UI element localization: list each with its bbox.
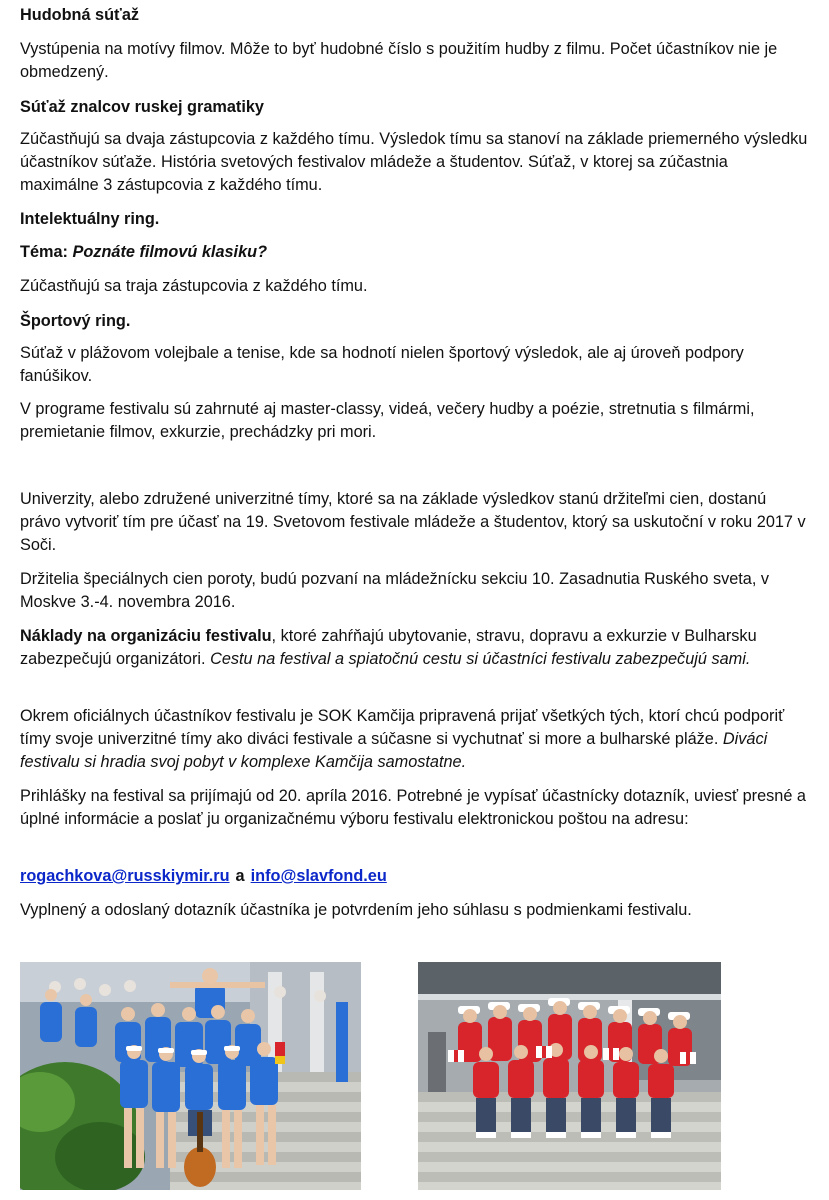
email-link-russkiymir[interactable]: rogachkova@russkiymir.ru	[20, 867, 230, 885]
email-separator: a	[235, 867, 245, 885]
costs-paragraph	[20, 625, 810, 671]
grammar-title: Súťaž znalcov ruskej gramatiky	[20, 98, 264, 116]
music-text: Vystúpenia na motívy filmov. Môže to byť hudobné číslo s použitím hudby z filmu. Počet účastníkov nie je obmedzený.	[20, 40, 778, 81]
consent-text: Vyplnený a odoslaný dotazník účastníka je potvrdením jeho súhlasu s podmienkami festivalu.	[20, 901, 692, 919]
applications-text: Prihlášky na festival sa prijímajú od 20. apríla 2016. Potrebné je vypísať účastnícky dotazník, uviesť presné a úplné informácie a poslať ju organizačnému výboru festivalu elektronickou poštou na adresu:	[20, 787, 806, 828]
emails-line	[20, 865, 810, 888]
spectators-italic: Diváci festivalu si hradia svoj pobyt v komplexe Kamčija samostatne.	[20, 730, 768, 771]
universities-text: Univerzity, alebo združené univerzitné tímy, ktoré sa na základe výsledkov stanú držiteľmi cien, dostanú právo vytvoriť tím pre účasť na 19. Svetovom festivale mládeže a študentov, ktorý sa uskutoční v roku 2017 v Soči.	[20, 490, 806, 554]
ring-title: Intelektuálny ring.	[20, 210, 160, 228]
photo-red-team	[418, 962, 721, 1190]
theme-value: Poznáte filmovú klasiku?	[72, 243, 268, 261]
ring-text: Zúčastňujú sa traja zástupcovia z každého tímu.	[20, 277, 368, 295]
email-link-slavfond[interactable]: info@slavfond.eu	[250, 867, 387, 885]
jury-text: Držitelia špeciálnych cien poroty, budú pozvaní na mládežnícku sekciu 10. Zasadnutia Ruského sveta, v Moskve 3.-4. novembra 2016.	[20, 570, 770, 611]
music-title: Hudobná súťaž	[20, 6, 140, 24]
costs-italic: Cestu na festival a spiatočnú cestu si účastníci festivalu zabezpečujú sami.	[210, 650, 751, 668]
sport-text: Súťaž v plážovom volejbale a tenise, kde sa hodnotí nielen športový výsledok, ale aj úroveň podpory fanúšikov.	[20, 344, 744, 385]
costs-bold: Náklady na organizáciu festivalu	[20, 627, 272, 645]
theme-label: Téma:	[20, 243, 68, 261]
sport-title: Športový ring.	[20, 312, 131, 330]
costs-text: , ktoré zahŕňajú ubytovanie, stravu, dopravu a exkurzie v Bulharsku zabezpečujú organizátori.	[20, 627, 757, 668]
spectators-paragraph	[20, 705, 810, 774]
photo-red-team-image	[418, 962, 721, 1190]
photo-blue-team-image	[20, 962, 361, 1190]
photo-blue-team	[20, 962, 361, 1190]
grammar-text: Zúčastňujú sa dvaja zástupcovia z každého tímu. Výsledok tímu sa stanoví na základe priemerného výsledku účastníkov súťaže. História svetových festivalov mládeže a študentov. Súťaž, v ktorej sa zúčastnia maximálne 3 zástupcovia z každého tímu.	[20, 130, 808, 194]
spectators-text: Okrem oficiálnych účastníkov festivalu je SOK Kamčija pripravená prijať všetkých tých, ktorí chcú podporiť tímy svoje univerzitné tímy ako diváci festivale a súčasne si vychutnať si more a bulharské pláže.	[20, 707, 785, 748]
theme-line	[20, 241, 810, 264]
program-text: V programe festivalu sú zahrnuté aj master-classy, videá, večery hudby a poézie, stretnutia s filmármi, premietanie filmov, exkurzie, prechádzky pri mori.	[20, 400, 755, 441]
